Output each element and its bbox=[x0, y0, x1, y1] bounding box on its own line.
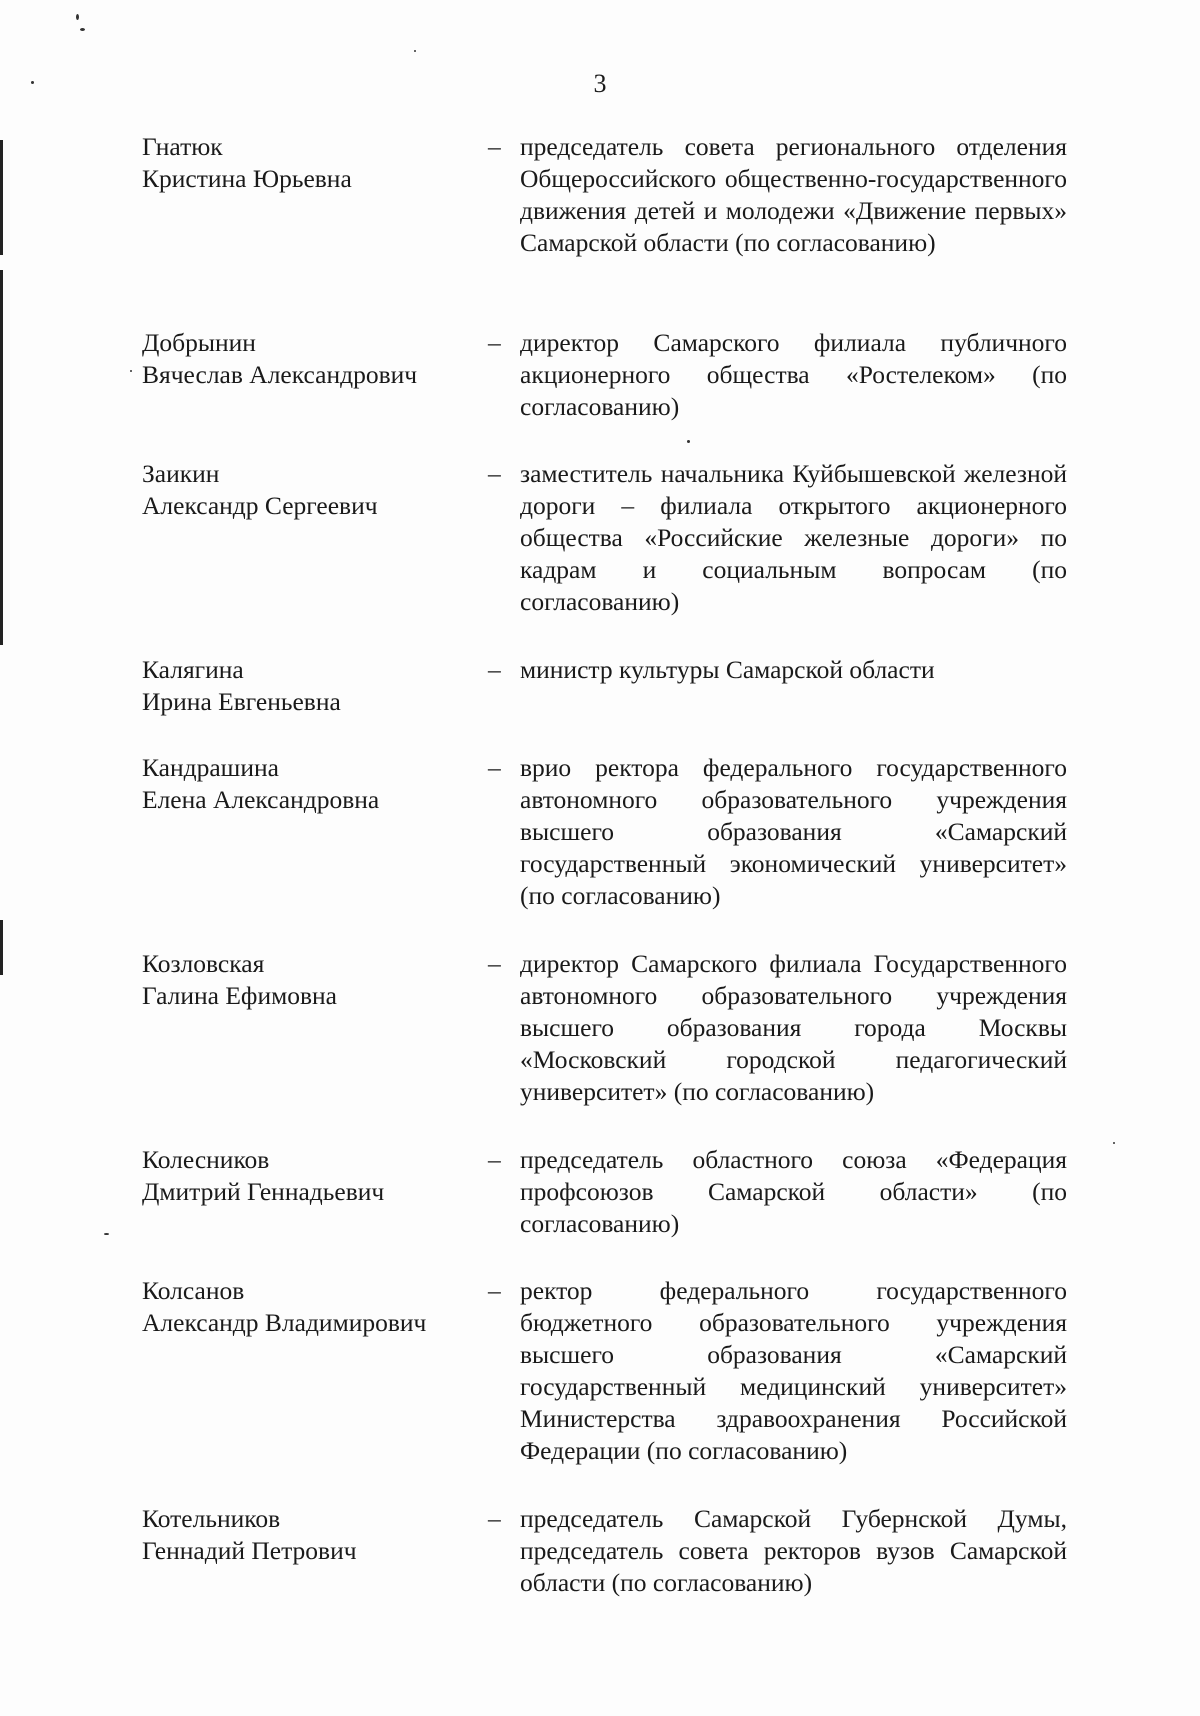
member-role: заместитель начальника Куйбышевской железной дороги – филиала открытого акционерного общества «Российские железные дороги» по кадрам и социальным вопросам (по согласованию) bbox=[520, 459, 1067, 616]
dash-separator: – bbox=[488, 1504, 501, 1533]
member-surname: Колсанов bbox=[142, 1276, 245, 1305]
member-surname: Калягина bbox=[142, 655, 244, 684]
member-surname: Заикин bbox=[142, 459, 220, 488]
member-entry bbox=[0, 1275, 1200, 1503]
member-given-names: Дмитрий Геннадьевич bbox=[142, 1177, 385, 1206]
member-role: председатель Самарской Губернской Думы, председатель совета ректоров вузов Самарской области (по согласованию) bbox=[520, 1504, 1067, 1597]
dash-separator: – bbox=[488, 753, 501, 782]
member-given-names: Александр Сергеевич bbox=[142, 491, 378, 520]
member-name bbox=[142, 327, 487, 458]
member-entry bbox=[0, 1144, 1200, 1275]
member-given-names: Кристина Юрьевна bbox=[142, 164, 352, 193]
member-given-names: Геннадий Петрович bbox=[142, 1536, 357, 1565]
member-surname: Кандрашина bbox=[142, 753, 279, 782]
member-surname: Добрынин bbox=[142, 328, 256, 357]
member-name bbox=[142, 458, 487, 654]
member-given-names: Ирина Евгеньевна bbox=[142, 687, 341, 716]
scan-speck bbox=[76, 14, 79, 20]
member-role: врио ректора федерального государственного автономного образовательного учреждения высшего образования «Самарский государственный экономический университет» (по согласованию) bbox=[520, 753, 1067, 910]
member-role: министр культуры Самарской области bbox=[520, 655, 935, 684]
member-given-names: Александр Владимирович bbox=[142, 1308, 427, 1337]
member-given-names: Вячеслав Александрович bbox=[142, 360, 418, 389]
member-entry bbox=[0, 327, 1200, 458]
dash-separator: – bbox=[488, 459, 501, 488]
member-surname: Колесников bbox=[142, 1145, 270, 1174]
member-entry bbox=[0, 752, 1200, 948]
member-list bbox=[0, 131, 1200, 1603]
dash-separator: – bbox=[488, 1276, 501, 1305]
member-role: председатель областного союза «Федерация профсоюзов Самарской области» (по согласованию) bbox=[520, 1145, 1067, 1238]
member-name bbox=[142, 131, 487, 327]
member-name bbox=[142, 654, 487, 752]
member-surname: Козловская bbox=[142, 949, 265, 978]
dash-separator: – bbox=[488, 949, 501, 978]
dash-separator: – bbox=[488, 655, 501, 684]
member-name bbox=[142, 1503, 487, 1603]
member-given-names: Елена Александровна bbox=[142, 785, 380, 814]
member-role: ректор федерального государственного бюджетного образовательного учреждения высшего образования «Самарский государственный медицинский университет» Министерства здравоохранения Российской Федерации (по согласованию) bbox=[520, 1276, 1067, 1465]
member-entry bbox=[0, 654, 1200, 752]
member-surname: Гнатюк bbox=[142, 132, 223, 161]
scan-speck bbox=[80, 28, 85, 31]
member-entry bbox=[0, 948, 1200, 1144]
member-role: председатель совета регионального отделения Общероссийского общественно-государственного движения детей и молодежи «Движение первых» Самарской области (по согласованию) bbox=[520, 132, 1067, 257]
member-entry bbox=[0, 1503, 1200, 1603]
member-name bbox=[142, 948, 487, 1144]
page-number: 3 bbox=[593, 69, 607, 98]
member-role: директор Самарского филиала публичного акционерного общества «Ростелеком» (по согласованию) bbox=[520, 328, 1067, 421]
member-name bbox=[142, 1144, 487, 1275]
scan-speck bbox=[414, 50, 416, 52]
dash-separator: – bbox=[488, 132, 501, 161]
dash-separator: – bbox=[488, 1145, 501, 1174]
member-entry bbox=[0, 458, 1200, 654]
member-given-names: Галина Ефимовна bbox=[142, 981, 337, 1010]
member-surname: Котельников bbox=[142, 1504, 281, 1533]
member-name bbox=[142, 1275, 487, 1503]
member-entry bbox=[0, 131, 1200, 327]
member-role: директор Самарского филиала Государственного автономного образовательного учреждения высшего образования города Москвы «Московский городской педагогический университет» (по согласованию) bbox=[520, 949, 1067, 1106]
member-name bbox=[142, 752, 487, 948]
dash-separator: – bbox=[488, 328, 501, 357]
